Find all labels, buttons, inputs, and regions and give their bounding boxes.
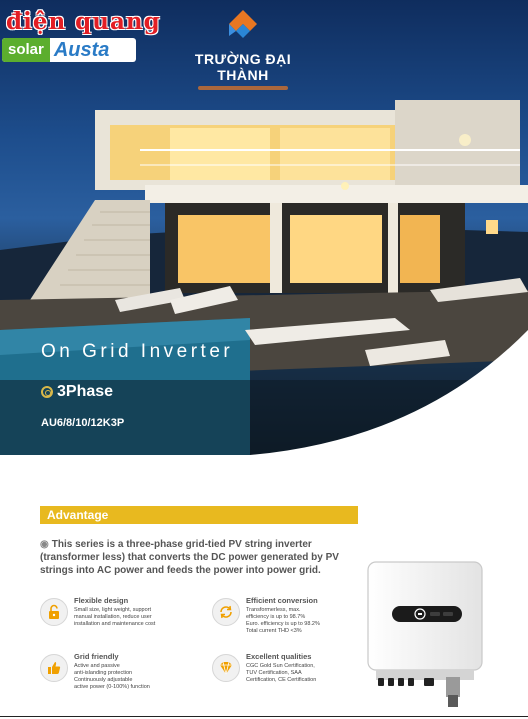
solar-label: solar <box>2 38 50 62</box>
phase-text: 3Phase <box>57 383 114 400</box>
lock-icon <box>40 598 68 626</box>
bullet-icon: ◉ <box>40 539 49 550</box>
feature-title: Grid friendly <box>74 652 119 661</box>
feature-flexible-design <box>40 596 190 628</box>
product-title: On Grid Inverter <box>41 341 234 362</box>
feature-title: Flexible design <box>74 596 129 605</box>
dien-quang-logo: điện quang <box>6 8 161 35</box>
feature-desc: Transformerless, max. efficiency is up to 98.7% Euro. efficiency is up to 98.2% Total current THD <3% <box>246 607 320 634</box>
tdt-tagline-mark <box>198 86 288 90</box>
austa-label: Austa <box>53 38 110 61</box>
tdt-name: TRƯỜNG ĐẠI THÀNH <box>194 51 292 83</box>
feature-grid-friendly <box>40 652 200 691</box>
feature-desc: Active and passive anti-islanding protection Continuously adjustable active power (0-100%) function <box>74 663 150 690</box>
feature-excellent-qualities <box>212 652 362 684</box>
solar-austa-logo <box>2 38 136 62</box>
feature-efficient-conversion <box>212 596 362 635</box>
feature-desc: Small size, light weight, support manual installation, reduce user installation and maintenance cost <box>74 607 156 627</box>
ring-bullet-icon <box>41 386 53 398</box>
thumbs-up-icon <box>40 654 68 682</box>
advantage-heading: Advantage <box>40 506 358 524</box>
feature-title: Efficient conversion <box>246 596 318 605</box>
feature-desc: CGC Gold Sun Certification, TUV Certification, SAA Certification, CE Certification <box>246 663 317 683</box>
medal-icon <box>212 654 240 682</box>
tdt-mark-icon <box>227 8 259 44</box>
intro-text: This series is a three-phase grid-tied PV string inverter (transformer less) that converts the DC power generated by PV strings into AC power and feeds the power into power grid. <box>40 539 339 576</box>
truong-dai-thanh-logo <box>168 8 318 90</box>
advantage-intro <box>40 538 360 577</box>
refresh-icon <box>212 598 240 626</box>
feature-title: Excellent qualities <box>246 652 312 661</box>
phase-label <box>41 383 113 401</box>
bottom-rule <box>0 716 528 717</box>
inverter-product-image <box>366 560 486 710</box>
model-number: AU6/8/10/12K3P <box>41 417 125 429</box>
